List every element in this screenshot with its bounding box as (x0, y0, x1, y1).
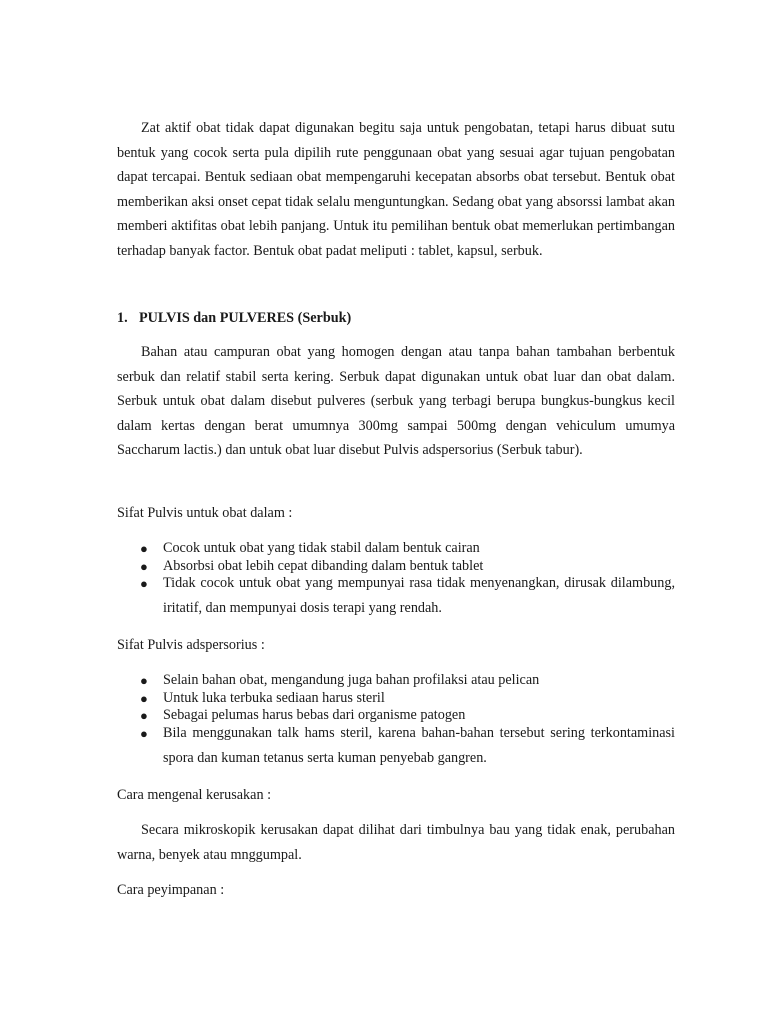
bullet-icon: ● (140, 673, 148, 688)
section-number: 1. (117, 310, 128, 326)
kerusakan-label: Cara mengenal kerusakan : (117, 787, 272, 803)
list-item: ● Cocok untuk obat yang tidak stabil dalam bentuk cairan (140, 540, 480, 556)
section-title: PULVIS dan PULVERES (Serbuk) (139, 310, 352, 326)
list-item: ● Untuk luka terbuka sediaan harus steril (140, 689, 385, 706)
adspersorius-label: Sifat Pulvis adspersorius : (117, 637, 265, 653)
bullet-icon: ● (140, 690, 148, 706)
section-heading (117, 308, 675, 328)
section-paragraph: Bahan atau campuran obat yang homogen dengan atau tanpa bahan tambahan berbentuk serbuk dan relatif stabil serta kering. Serbuk dapat digunakan untuk obat luar dan obat dalam. Serbuk untuk obat dalam disebut pulveres (serbuk yang terbagi berupa bungkus-bungkus kecil dalam kertas dengan berat umumnya 300mg sampai 500mg dengan vehiculum umumya Saccharum lactis.) dan untuk obat luar disebut Pulvis adspersorius (Serbuk tabur). (117, 344, 675, 459)
bullet-icon: ● (140, 708, 148, 724)
bullet-icon: ● (140, 541, 148, 556)
list-item: ● Absorbsi obat lebih cepat dibanding dalam bentuk tablet (140, 557, 484, 574)
list-item: ● Tidak cocok untuk obat yang mempunyai rasa tidak menyenangkan, dirusak dilambung, iritatif, dan mempunyai dosis terapi yang rendah. (117, 571, 675, 621)
dalam-list (117, 540, 675, 621)
list-item: ● Sebagai pelumas harus bebas dari organisme patogen (140, 707, 466, 724)
list-item: ● Selain bahan obat, mengandung juga bahan profilaksi atau pelican (140, 672, 540, 688)
bullet-icon: ● (140, 576, 148, 592)
intro-paragraph: Zat aktif obat tidak dapat digunakan begitu saja untuk pengobatan, tetapi harus dibuat sutu bentuk yang cocok serta pula dipilih rute penggunaan obat yang sesuai agar tujuan pengobatan dapat tercapai. Bentuk sediaan obat mempengaruhi kecepatan absorbs obat tersebut. Bentuk obat memberikan aksi onset cepat tidak selalu menguntungkan. Sedang obat yang absorssi lambat akan memberi aktifitas obat lebih panjang. Untuk itu pemilihan bentuk obat memerlukan pertimbangan terhadap banyak factor. Bentuk obat padat meliputi : tablet, kapsul, serbuk. (117, 120, 675, 259)
bullet-icon: ● (140, 725, 148, 741)
bullet-icon: ● (140, 558, 148, 574)
dalam-label: Sifat Pulvis untuk obat dalam : (117, 505, 293, 521)
list-item: ● Bila menggunakan talk hams steril, karena bahan-bahan tersebut sering terkontaminasi spora dan kuman tetanus serta kuman penyebab gangren. (117, 721, 675, 771)
kerusakan-paragraph: Secara mikroskopik kerusakan dapat dilihat dari timbulnya bau yang tidak enak, perubahan warna, benyek atau mnggumpal. (117, 822, 675, 863)
adspersorius-list (117, 672, 675, 771)
penyimpanan-label: Cara peyimpanan : (117, 882, 225, 898)
